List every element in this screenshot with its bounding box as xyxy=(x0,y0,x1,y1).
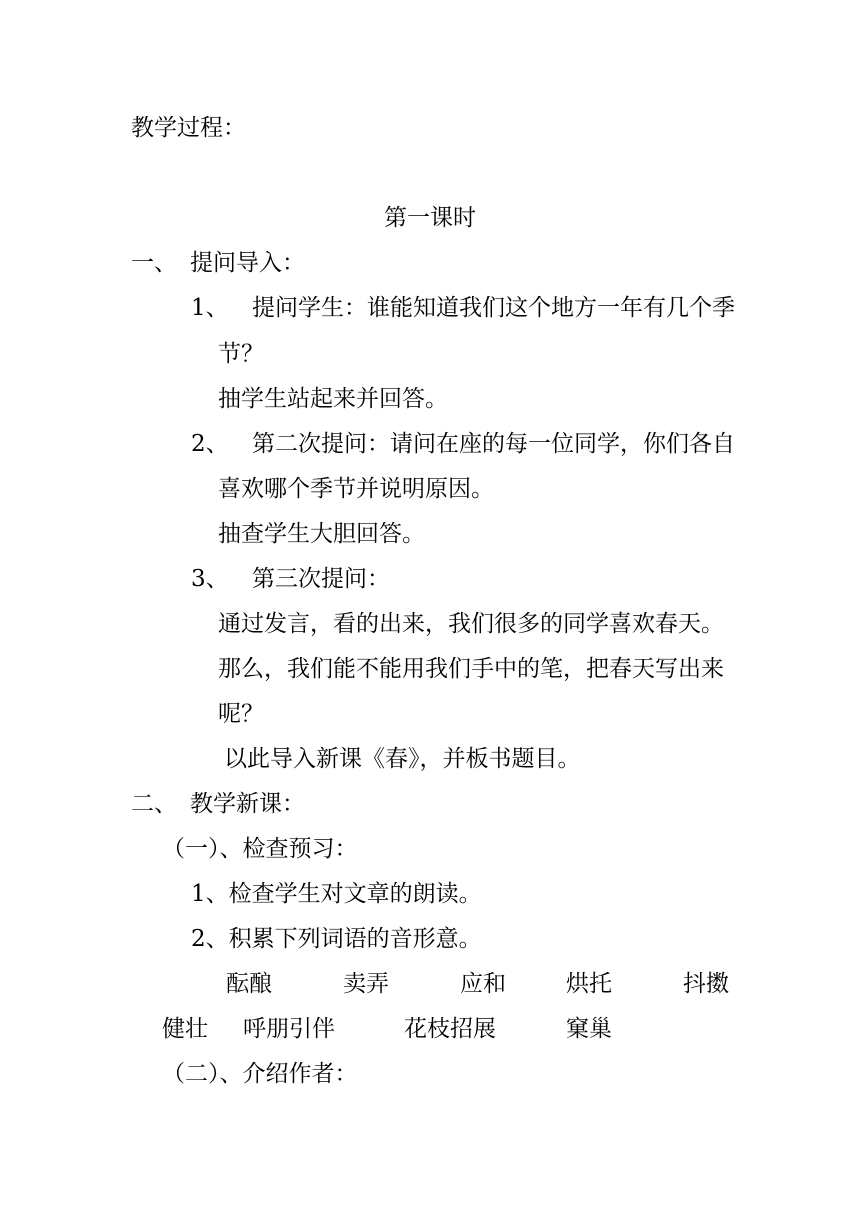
item2-line3: 抽查学生大胆回答。 xyxy=(218,521,425,547)
item3-line5: 以此导入新课《春》，并板书题目。 xyxy=(224,746,581,772)
item3-line4: 呢？ xyxy=(218,701,264,727)
item1-line3: 抽学生站起来并回答。 xyxy=(218,386,448,412)
item2-number: 2、 xyxy=(191,431,229,457)
lesson-title: 第一课时 xyxy=(384,205,476,231)
section2-label: 教学新课： xyxy=(190,791,305,817)
item3-line2: 通过发言，看的出来，我们很多的同学喜欢春天。 xyxy=(218,611,724,637)
vocab-word: 应和 xyxy=(460,971,506,997)
subsection2-title: （二）、介绍作者： xyxy=(162,1061,358,1087)
item1-line1: 提问学生：谁能知道我们这个地方一年有几个季 xyxy=(252,295,735,321)
item1-number: 1、 xyxy=(191,295,229,321)
section1-label: 提问导入： xyxy=(190,250,305,276)
vocab-word: 窠巢 xyxy=(566,1016,612,1042)
section2-marker: 二、 xyxy=(131,791,177,817)
item3-line1: 第三次提问： xyxy=(252,566,390,592)
section1-marker: 一、 xyxy=(131,250,177,276)
subsection1-item1: 1、检查学生对文章的朗读。 xyxy=(191,881,482,907)
item2-line1: 第二次提问：请问在座的每一位同学，你们各自 xyxy=(252,431,735,457)
item2-line2: 喜欢哪个季节并说明原因。 xyxy=(218,476,494,502)
item3-line3: 那么，我们能不能用我们手中的笔，把春天写出来 xyxy=(218,656,724,682)
vocab-word: 烘托 xyxy=(566,971,612,997)
heading: 教学过程： xyxy=(131,115,246,141)
subsection1-title: （一）、检查预习： xyxy=(162,836,358,862)
vocab-word: 呼朋引伴 xyxy=(243,1016,335,1042)
item3-number: 3、 xyxy=(191,566,229,592)
vocab-word: 健壮 xyxy=(162,1016,208,1042)
subsection1-item2: 2、积累下列词语的音形意。 xyxy=(191,926,482,952)
vocab-word: 抖擞 xyxy=(683,971,729,997)
item1-line2: 节？ xyxy=(218,341,264,367)
vocab-word: 卖弄 xyxy=(343,971,389,997)
vocab-word: 花枝招展 xyxy=(404,1016,496,1042)
vocab-word: 酝酿 xyxy=(226,971,272,997)
